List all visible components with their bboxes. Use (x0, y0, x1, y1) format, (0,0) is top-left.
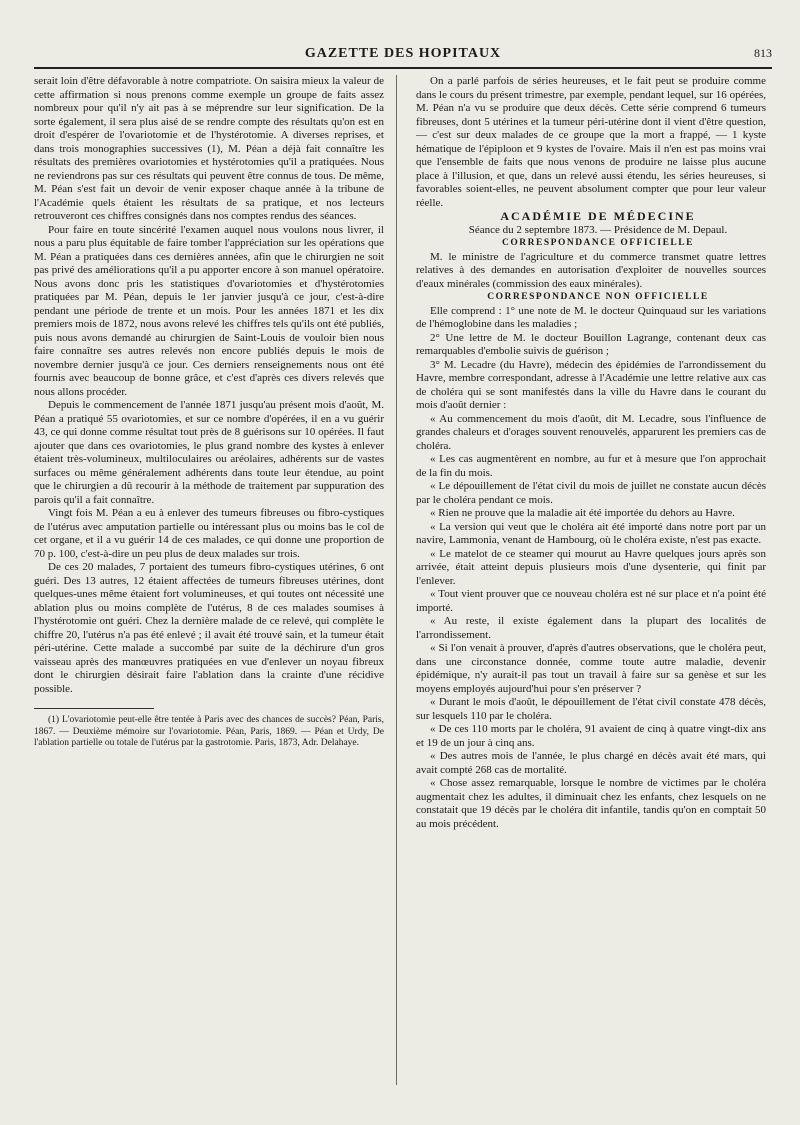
paragraph: « Tout vient prouver que ce nouveau choléra est né sur place et n'a point été importé. (416, 588, 766, 614)
paragraph: « Chose assez remarquable, lorsque le nombre de victimes par le choléra augmentait chez les adultes, il diminuait chez les enfants, chez lesquels on ne constatait que 19 décès par le choléra dit infantile, tandis qu'on en comptait 50 au mois précédent. (416, 777, 766, 830)
paragraph: « Le dépouillement de l'état civil du mois de juillet ne constate aucun décès par le choléra pendant ce mois. (416, 480, 766, 506)
header-rule (34, 67, 772, 69)
paragraph: « Les cas augmentèrent en nombre, au fur et à mesure que l'on approchait de la fin du mois. (416, 453, 766, 479)
paragraph: « Au commencement du mois d'août, dit M. Lecadre, sous l'influence de grandes chaleurs et d'orages souvent renouvelés, apparurent les premiers cas de choléra. (416, 412, 766, 452)
paragraph: « Des autres mois de l'année, le plus chargé en décès avait été mars, qui avait compté 268 cas de mortalité. (416, 750, 766, 776)
paragraph: « Durant le mois d'août, le dépouillement de l'état civil constate 478 décès, sur lesquels 110 par le choléra. (416, 696, 766, 722)
page-header (34, 46, 772, 68)
paragraph: On a parlé parfois de séries heureuses, et le fait peut se produire comme dans le cours du présent trimestre, par exemple, pendant lequel, sur 16 opérées, M. Péan n'a vu se produire que deux décès. Cette série comprend 6 tumeurs fibreuses, dont 5 utérines et la tumeur péri-utérine dont il vient d'être question, — c'est sur deux malades de ce groupe que la mort a frappé, — 1 kyste hématique de l'épiploon et 9 kystes de l'ovaire. Mais il n'en est pas moins vrai que l'ensemble de faits que nous venons de produire ne laisse plus aucune place à l'illusion, et que, dans un relevé aussi étendu, les séries heureuses, si favorables soient-elles, ne peuvent absolument compter que pour leur valeur réelle. (416, 75, 766, 209)
correspondance-officielle-heading: CORRESPONDANCE OFFICIELLE (502, 238, 694, 248)
paragraph: 2° Une lettre de M. le docteur Bouillon Lagrange, contenant deux cas remarquables d'embolie suivis de guérison ; (416, 331, 766, 357)
paragraph: Elle comprend : 1° une note de M. le docteur Quinquaud sur les variations de l'hémoglobine dans les maladies ; (416, 304, 766, 330)
footnote-rule (34, 708, 154, 709)
paragraph: De ces 20 malades, 7 portaient des tumeurs fibro-cystiques utérines, 6 ont guéri. Des 13 autres, 12 étaient affectées de tumeurs fibreuses utérines, dont quelques-unes même étaient fort volumineuses, et qui toutes ont nécessité une ablation plus ou moins complète de l'utérus, 8 de ces malades soumises à l'hystérotomie ont guéri. Chez la dernière malade de ce relevé, qui complète le chiffre 20, l'utérus n'a pas été enlevé ; il avait été trouvé sain, et la tumeur était péri-utérine. Cette malade a succombé par suite de la déchirure d'un gros vaisseau après des manœuvres pratiquées en vue d'enlever un noyau fibreux dont le chirurgien désirait faire l'ablation dans la crainte d'une récidive possible. (34, 561, 384, 695)
paragraph: « Le matelot de ce steamer qui mourut au Havre quelques jours après son arrivée, était atteint depuis plusieurs mois d'une dysenterie, qui finit par l'enlever. (416, 547, 766, 587)
footnote: (1) L'ovariotomie peut-elle être tentée à Paris avec des chances de succès? Péan, Paris, 1867. — Deuxième mémoire sur l'ovariotomie. Péan, Paris, 1869. — Péan et Urdy, De l'ablation partielle ou totale de l'utérus par la gastrotomie. Paris, 1873, Adr. Delahaye. (34, 715, 384, 748)
right-column (416, 75, 766, 1107)
paragraph: « De ces 110 morts par le choléra, 91 avaient de cinq à quatre vingt-dix ans et 19 de un jour à cinq ans. (416, 723, 766, 749)
paragraph: « Au reste, il existe également dans la plupart des localités de l'arrondissement. (416, 615, 766, 641)
paragraph: « Rien ne prouve que la maladie ait été importée du dehors au Havre. (430, 507, 735, 519)
journal-title: GAZETTE DES HOPITAUX (304, 46, 502, 61)
paragraph: « La version qui veut que le choléra ait été importé dans notre port par un navire, Lammonia, venant de Hambourg, où le choléra existe, n'est pas exacte. (416, 520, 766, 546)
paragraph: 3° M. Lecadre (du Havre), médecin des épidémies de l'arrondissement du Havre, membre correspondant, adresse à l'Académie une lettre relative aux cas de choléra qui se sont manifestés dans la ville du Havre dans le courant du mois d'août dernier : (416, 358, 766, 411)
paragraph: Vingt fois M. Péan a eu à enlever des tumeurs fibreuses ou fibro-cystiques de l'utérus avec amputation partielle ou intéressant plus ou moins bas le col de cet organe, et il a vu guérir 14 de ces malades, ce qui donne une proportion de 70 p. 100, c'est-à-dire un peu plus de deux malades sur trois. (34, 507, 384, 560)
column-divider (396, 75, 397, 1085)
paragraph: « Si l'on venait à prouver, d'après d'autres observations, que le choléra peut, dans une circonstance donnée, comme toute autre maladie, devenir épidémique, n'y aurait-il pas tout un travail à faire sur sa genèse et sur les moyens employés aujourd'hui pour s'en préserver ? (416, 642, 766, 695)
left-column (34, 75, 384, 1107)
page-number: 813 (754, 46, 772, 60)
section-heading-academie: ACADÉMIE DE MÉDECINE (500, 209, 696, 223)
seance-line: Séance du 2 septembre 1873. — Présidence de M. Depaul. (468, 223, 728, 236)
paragraph: Depuis le commencement de l'année 1871 jusqu'au présent mois d'août, M. Péan a pratiqué 55 ovariotomies, et sur ce nombre d'opérées, il en a vu guérir 43, ce qui donne comme résultat tout près de 8 guérisons sur 10 opérées. Il faut ajouter que dans ces ovariotomies, le plus grand nombre des kystes à enlever étaient très-volumineux, multiloculaires ou aréolaires, adhérents sur de vastes surfaces ou même généralement adhérents dans toute leur étendue, au point que le chirurgien a dû recourir à la méthode de traitement par suppuration des parois qu'il a fait connaître. (34, 399, 384, 506)
paragraph: serait loin d'être défavorable à notre compatriote. On saisira mieux la valeur de cette affirmation si nous prenons comme exemple un groupe de faits assez nombreux pour qu'il n'y ait pas à se méprendre sur leur signification. De la sorte également, il sera plus aisé de se rendre compte des résultats qu'on est en droit d'espérer de l'ovariotomie et de l'hystérotomie. A diverses reprises, et dans trois monographies successives (1), M. Péan a déjà fait connaître les résultats des premières ovariotomies et hystérotomies qu'il a pratiquées. Nous ne reviendrons pas sur ces résultats qui peuvent être connus de tous. De même, M. Péan s'est fait un devoir de venir exposer chaque année à la tribune de l'Académie quels étaient les résultats de sa pratique, et nos lecteurs retrouveront ces chiffres consignés dans nos comptes rendus des séances. (34, 75, 384, 222)
paragraph: M. le ministre de l'agriculture et du commerce transmet quatre lettres relatives à des demandes en autorisation d'exploiter de nouvelles sources d'eaux minérales (commission des eaux minérales). (416, 250, 766, 290)
paragraph: Pour faire en toute sincérité l'examen auquel nous voulons nous livrer, il nous a paru plus équitable de faire tomber l'appréciation sur les opérations que M. Péan a pratiquées dans ces dernières années, afin que le chirurgien ne soit pas privé des améliorations qu'il a pu apporter encore à son manuel opératoire. Nous avons donc pris les statistiques d'ovariotomies et d'hystérotomies pratiquées par M. Péan, depuis le 1er janvier jusqu'à ce jour, c'est-à-dire pendant une période de trente et un mois. Pour les années 1871 et les dix premiers mois de 1872, nous avons relevé les chiffres tels qu'ils ont été publiés, puis nous avons demandé au chirurgien de Saint-Louis de vouloir bien nous faire connaître ses autres relevés non encore publiés depuis le mois de novembre dernier jusqu'à ce jour. Ces derniers renseignements nous ont été fournis avec beaucoup de bonne grâce, et c'est d'après ces divers relevés que nous allons procéder. (34, 223, 384, 398)
correspondance-non-officielle-heading: CORRESPONDANCE NON OFFICIELLE (487, 292, 709, 302)
